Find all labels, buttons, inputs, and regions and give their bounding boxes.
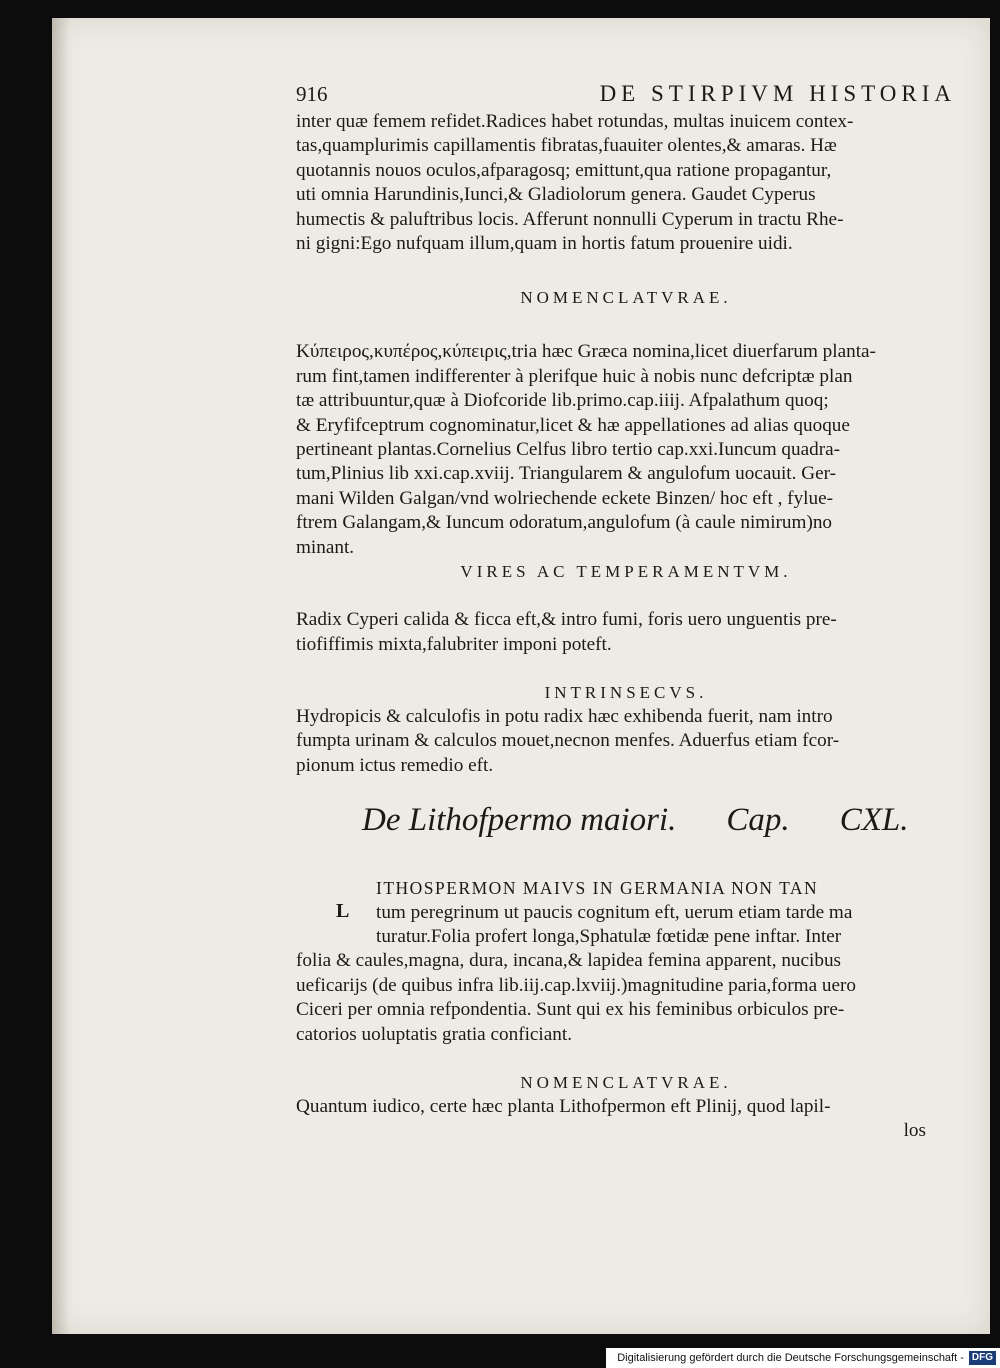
- text-line: Hydropicis & calculofis in potu radix hæc exhibenda fuerit, nam intro: [296, 705, 833, 727]
- text-line: inter quæ femem refidet.Radices habet rotundas, multas inuicem contex-: [296, 111, 854, 132]
- text-line: humectis & paluftribus locis. Afferunt nonnulli Cyperum in tractu Rhe-: [296, 208, 844, 230]
- page-number: 916: [296, 82, 328, 106]
- running-head: [296, 82, 956, 108]
- chapter-title: De Lithofpermo maiori.: [362, 802, 677, 839]
- paragraph-nomenclaturae: [296, 340, 956, 560]
- catchword: los: [903, 1120, 926, 1142]
- text-line-content: tum peregrinum ut paucis cognitum eft, uerum etiam tarde ma: [376, 901, 853, 923]
- text-line: tum,Plinius lib xxi.cap.xviij. Triangularem & angulofum uocauit. Ger-: [296, 463, 837, 485]
- text-line: ni gigni:Ego nufquam illum,quam in hortis fatum prouenire uidi.: [296, 233, 793, 255]
- drop-capital: L: [336, 899, 350, 922]
- text-line: tiofiffimis mixta,falubriter imponi poteft.: [296, 633, 612, 655]
- section-heading-nomenclaturae-2: NOMENCLATVRAE.: [520, 1072, 732, 1092]
- paragraph-nomenclaturae-2: [296, 1095, 956, 1119]
- paragraph-lithospermon: [296, 876, 956, 1047]
- text-line: uti omnia Harundinis,Iunci,& Gladiolorum genera. Gaudet Cyperus: [296, 184, 816, 206]
- chapter-heading: [296, 802, 956, 852]
- text-line: pionum ictus remedio eft.: [296, 754, 494, 776]
- text-line: catorios uoluptatis gratia conficiant.: [296, 1023, 572, 1045]
- paragraph-description: [296, 110, 956, 256]
- paragraph-intrinsecus: [296, 705, 956, 778]
- section-heading-vires: VIRES AC TEMPERAMENTVM.: [460, 562, 792, 582]
- text-line: minant.: [296, 536, 355, 558]
- page-text: [296, 82, 956, 1144]
- text-line: ftrem Galangam,& Iuncum odoratum,angulofum (à caule nimirum)no: [296, 512, 833, 534]
- footer-text: Digitalisierung gefördert durch die Deutsche Forschungsgemeinschaft -: [617, 1352, 964, 1364]
- text-line: fumpta urinam & calculos mouet,necnon menfes. Aduerfus etiam fcor-: [296, 730, 840, 752]
- text-line: quotannis nouos oculos,afparagosq; emittunt,qua ratione propagantur,: [296, 159, 832, 181]
- text-line: & Eryfifceptrum cognominatur,licet & hæ appellationes ad alias quoque: [296, 414, 850, 436]
- section-heading-intrinsecus: INTRINSECVS.: [544, 682, 708, 702]
- text-line: ueficarijs (de quibus infra lib.iij.cap.lxviij.)magnitudine paria,forma uero: [296, 974, 856, 996]
- digitization-footer: [606, 1348, 1000, 1368]
- text-line: Radix Cyperi calida & ficca eft,& intro fumi, foris uero unguentis pre-: [296, 609, 837, 631]
- section-heading-nomenclaturae: NOMENCLATVRAE.: [520, 288, 732, 308]
- text-line: mani Wilden Galgan/vnd wolriechende eckete Binzen/ hoc eft , fylue-: [296, 487, 833, 509]
- text-line: tæ attribuuntur,quæ à Diofcoride lib.primo.cap.iiij. Afpalathum quoq;: [296, 390, 829, 412]
- dfg-logo: DFG: [969, 1351, 996, 1365]
- text-line: tas,quamplurimis capillamentis fibratas,fuauiter olentes,& amaras. Hæ: [296, 135, 837, 157]
- text-line: folia & caules,magna, dura, incana,& lapidea femina apparent, nucibus: [296, 950, 842, 972]
- running-title: DE STIRPIVM HISTORIA: [599, 81, 956, 106]
- text-line: Ciceri per omnia refpondentia. Sunt qui ex his feminibus orbiculos pre-: [296, 999, 845, 1021]
- text-line: [296, 901, 956, 925]
- chapter-cap-label: Cap.: [726, 802, 790, 839]
- page-gutter-shadow: [52, 18, 70, 1334]
- chapter-number: CXL.: [839, 802, 909, 839]
- text-line: Quantum iudico, certe hæc planta Lithofpermon eft Plinij, quod lapil-: [296, 1095, 831, 1117]
- text-line-first: ITHOSPERMON MAIVS IN GERMANIA NON TAN: [376, 878, 819, 899]
- text-line: pertineant plantas.Cornelius Celfus libro tertio cap.xxi.Iuncum quadra-: [296, 439, 841, 461]
- paragraph-vires: [296, 608, 956, 657]
- text-line: rum fint,tamen indifferenter à plerifque huic à nobis nunc defcriptæ plan: [296, 365, 853, 387]
- text-line: Κύπειρος,κυπέρος,κύπειρις,tria hæc Græca nomina,licet diuerfarum planta-: [296, 341, 876, 363]
- text-line: turatur.Folia profert longa,Sphatulæ fœtidæ pene inftar. Inter: [376, 925, 842, 947]
